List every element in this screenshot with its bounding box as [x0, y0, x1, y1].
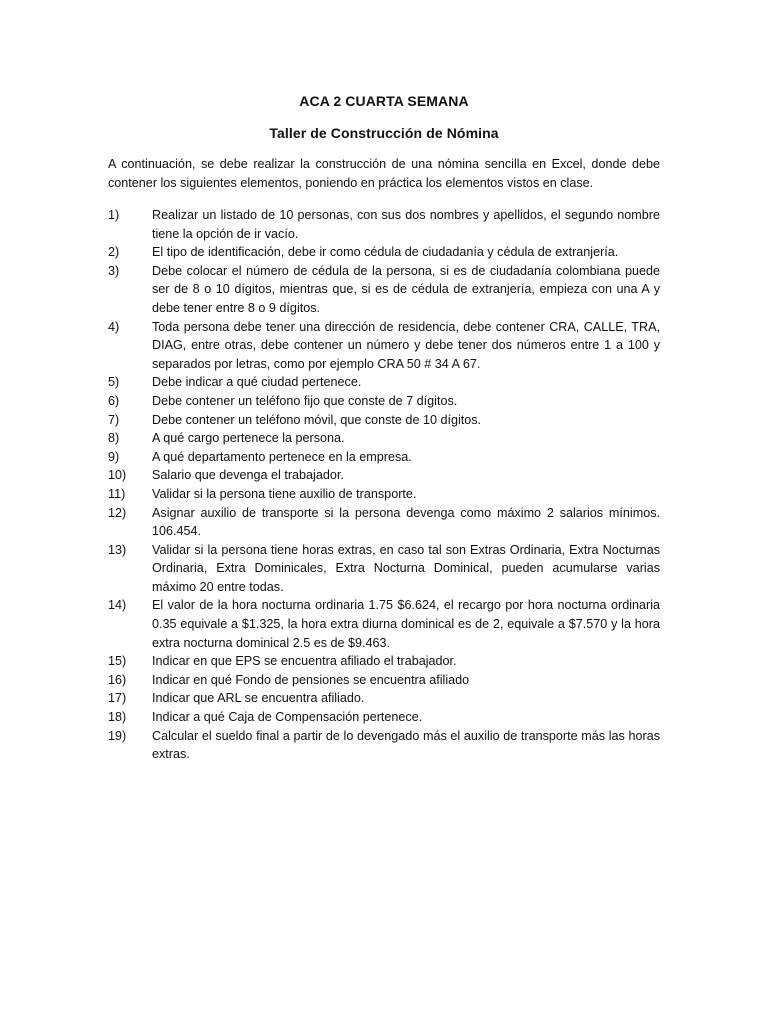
list-item [108, 429, 660, 448]
requirements-list [108, 206, 660, 764]
list-item-text: Indicar que ARL se encuentra afiliado. [152, 691, 365, 706]
list-item-number: 4) [108, 319, 120, 334]
list-item [108, 671, 660, 690]
list-item-text: A qué departamento pertenece en la empresa. [152, 449, 412, 464]
list-item-text: Toda persona debe tener una dirección de residencia, debe contener CRA, CALLE, TRA, DIAG, entre otras, debe contener un número y debe tener dos números entre 1 a 100 y separados por letras, como por ejemplo CRA 50 # 34 A 67. [152, 319, 660, 371]
list-item [108, 411, 660, 430]
list-item-text: Indicar a qué Caja de Compensación pertenece. [152, 710, 423, 725]
list-item-number: 5) [108, 375, 120, 390]
list-item [108, 243, 660, 262]
list-item-number: 13) [108, 542, 127, 557]
list-item [108, 541, 660, 597]
list-item [108, 504, 660, 541]
list-item [108, 485, 660, 504]
list-item-text: Debe indicar a qué ciudad pertenece. [152, 375, 362, 390]
list-item-text: Validar si la persona tiene horas extras, en caso tal son Extras Ordinaria, Extra Nocturnas Ordinaria, Extra Dominicales, Extra Nocturna Dominical, pueden acumularse varias máximo 20 entre todas. [152, 542, 660, 594]
list-item-number: 15) [108, 654, 127, 669]
list-item-number: 8) [108, 431, 120, 446]
list-item-text: Indicar en qué Fondo de pensiones se encuentra afiliado [152, 672, 470, 687]
list-item-number: 1) [108, 208, 120, 222]
list-item [108, 262, 660, 318]
list-item-number: 18) [108, 710, 127, 725]
list-item-text: A qué cargo pertenece la persona. [152, 431, 345, 446]
list-item [108, 206, 660, 243]
list-item-number: 6) [108, 393, 120, 408]
list-item-text: Debe contener un teléfono móvil, que conste de 10 dígitos. [152, 412, 482, 427]
list-item [108, 318, 660, 374]
list-item-number: 19) [108, 728, 127, 743]
list-item [108, 727, 660, 764]
list-item [108, 596, 660, 652]
document-subtitle: Taller de Construcción de Nómina [269, 125, 499, 141]
list-item [108, 466, 660, 485]
list-item-number: 11) [108, 486, 126, 501]
list-item [108, 392, 660, 411]
list-item-text: El valor de la hora nocturna ordinaria 1.75 $6.624, el recargo por hora nocturna ordinaria 0.35 equivale a $1.325, la hora extra diurna dominical es de 2, equivale a $7.570 y la hora extra nocturna dominical 2.5 es de $9.463. [152, 598, 660, 650]
list-item-text: Validar si la persona tiene auxilio de transporte. [152, 486, 417, 501]
list-item-number: 17) [108, 691, 127, 706]
list-item-number: 10) [108, 468, 127, 483]
list-item-number: 3) [108, 263, 120, 278]
list-item-text: Salario que devenga el trabajador. [152, 468, 344, 483]
list-item-number: 7) [108, 412, 120, 427]
list-item [108, 689, 660, 708]
list-item-text: Indicar en que EPS se encuentra afiliado el trabajador. [152, 654, 457, 669]
document-title: ACA 2 CUARTA SEMANA [299, 93, 469, 109]
list-item [108, 373, 660, 392]
list-item-number: 2) [108, 245, 120, 260]
list-item [108, 708, 660, 727]
intro-paragraph: A continuación, se debe realizar la construcción de una nómina sencilla en Excel, donde debe contener los siguientes elementos, poniendo en práctica los elementos vistos en clase. [108, 157, 660, 190]
list-item [108, 652, 660, 671]
list-item-number: 16) [108, 672, 127, 687]
list-item-text: Debe colocar el número de cédula de la persona, si es de ciudadanía colombiana puede ser de 8 o 10 dígitos, mientras que, si es de cédula de extranjería, empieza con una A y debe tener entre 8 o 9 dígitos. [152, 263, 660, 315]
list-item-number: 9) [108, 449, 120, 464]
list-item [108, 448, 660, 467]
list-item-text: Realizar un listado de 10 personas, con sus dos nombres y apellidos, el segundo nombre tiene la opción de ir vacío. [152, 208, 660, 241]
list-item-text: Asignar auxilio de transporte si la persona devenga como máximo 2 salarios mínimos. 106.454. [152, 505, 660, 539]
list-item-text: Debe contener un teléfono fijo que conste de 7 dígitos. [152, 393, 458, 408]
list-item-number: 14) [108, 598, 127, 613]
list-item-text: Calcular el sueldo final a partir de lo devengado más el auxilio de transporte más las horas extras. [152, 728, 660, 762]
list-item-text: El tipo de identificación, debe ir como cédula de ciudadanía y cédula de extranjería. [152, 245, 619, 260]
list-item-number: 12) [108, 505, 127, 520]
